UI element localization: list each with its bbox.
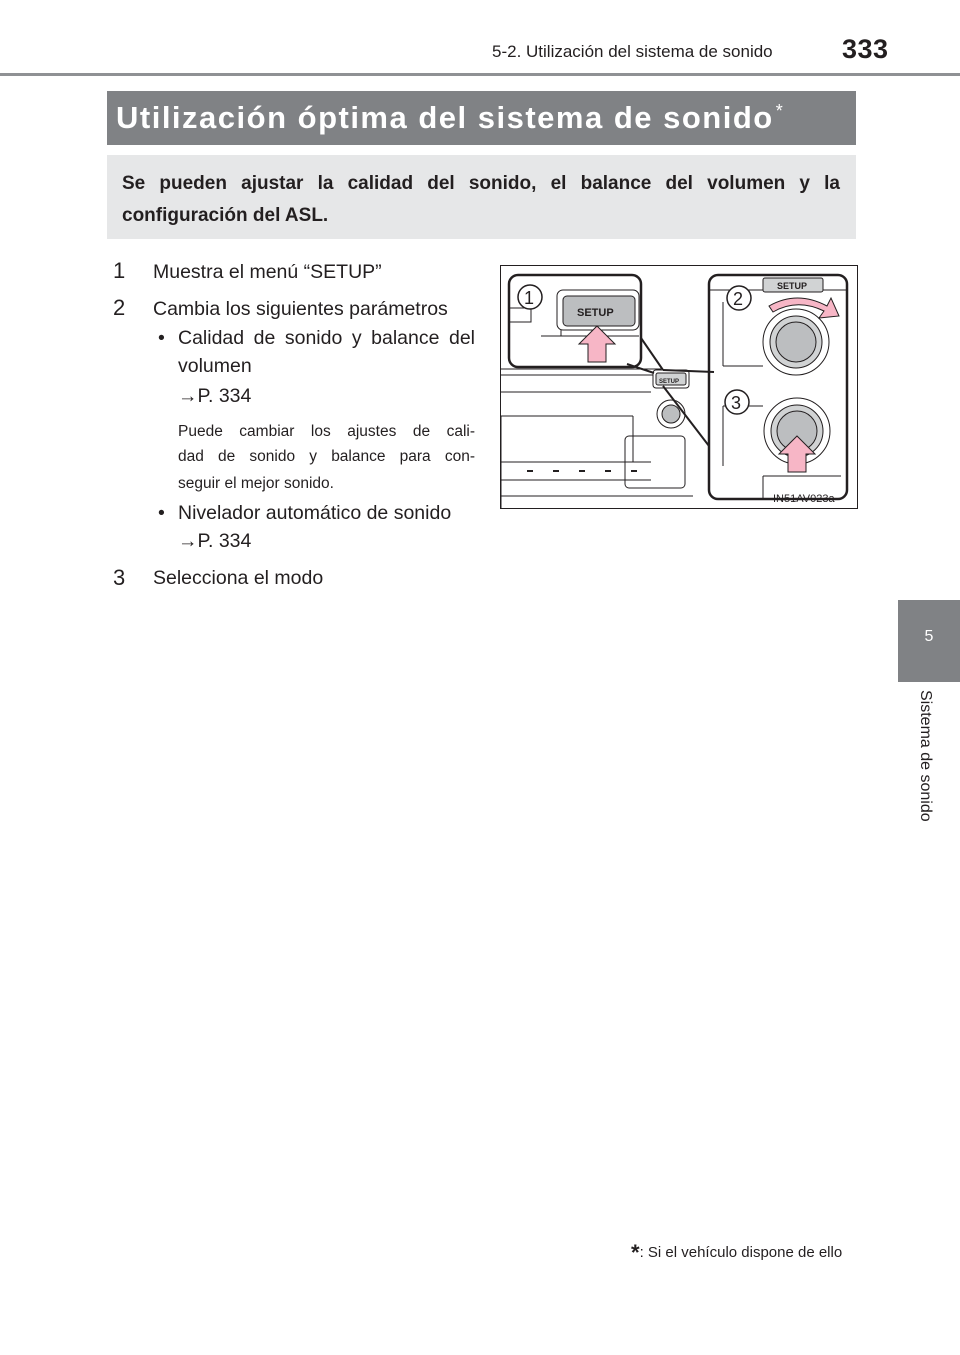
intro-text: Se pueden ajustar la calidad del sonido, el balance del volumen y la configuración del ASL. bbox=[122, 173, 840, 226]
step-number-3: 3 bbox=[113, 565, 126, 590]
bullet-marker: • bbox=[158, 502, 165, 524]
step-text-3: Selecciona el modo bbox=[153, 567, 324, 589]
running-header: 5-2. Utilización del sistema de sonido bbox=[492, 42, 773, 61]
small-setup-label: SETUP bbox=[659, 379, 680, 385]
step-text-2: Cambia los siguientes parámetros bbox=[153, 298, 448, 320]
bullet-text-line: volumen bbox=[178, 355, 252, 377]
footnote-reference-mark: * bbox=[775, 100, 785, 121]
page-number: 333 bbox=[842, 34, 889, 64]
setup-button-label: SETUP bbox=[577, 307, 614, 319]
section-title bbox=[116, 100, 784, 136]
page-reference: →P. 334 bbox=[178, 530, 252, 552]
bullet-marker: • bbox=[158, 327, 165, 349]
note-line: dad de sonido y balance para con- bbox=[178, 448, 475, 465]
chapter-label bbox=[896, 690, 958, 850]
note-line: Puede cambiar los ajustes de cali- bbox=[178, 423, 475, 440]
chapter-number: 5 bbox=[924, 628, 934, 645]
step-number-1: 1 bbox=[113, 258, 126, 283]
callout-3: 3 bbox=[731, 393, 742, 413]
header-divider bbox=[0, 73, 960, 76]
note-line: seguir el mejor sonido. bbox=[178, 475, 334, 492]
setup-label-top: SETUP bbox=[777, 281, 808, 291]
footnote-mark: * bbox=[631, 1240, 640, 1265]
step-number-2: 2 bbox=[113, 295, 126, 320]
audio-panel-illustration bbox=[500, 265, 858, 509]
page-reference: →P. 334 bbox=[178, 385, 252, 407]
chapter-label-text: Sistema de sonido bbox=[917, 690, 934, 822]
callout-2: 2 bbox=[733, 289, 744, 309]
section-title-text: Utilización óptima del sistema de sonido bbox=[116, 100, 774, 135]
callout-1: 1 bbox=[524, 288, 535, 308]
step-text-1: Muestra el menú “SETUP” bbox=[153, 261, 382, 283]
footnote-text: : Si el vehículo dispone de ello bbox=[639, 1244, 843, 1261]
bullet-text-line: Nivelador automático de sonido bbox=[178, 502, 452, 524]
footnote bbox=[631, 1240, 842, 1266]
illustration-code: IN51AV023a bbox=[773, 493, 835, 505]
bullet-text-line: Calidad de sonido y balance del bbox=[178, 327, 475, 349]
